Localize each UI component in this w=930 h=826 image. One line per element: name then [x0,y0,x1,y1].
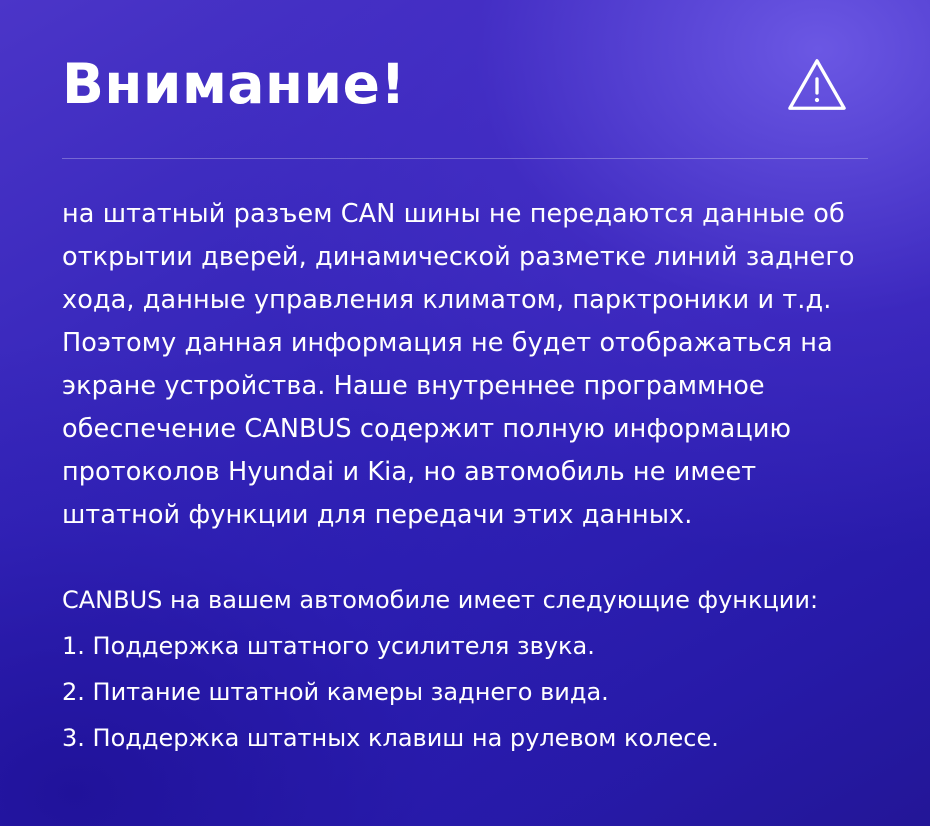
list-item: 1. Поддержка штатного усилителя звука. [62,632,595,660]
features-list [62,623,868,761]
poster-header [62,0,868,116]
body-paragraph: на штатный разъем CAN шины не передаются данные об открытии дверей, динамической разметке линий заднего хода, данные управления климатом, парктроники и т.д. Поэтому данная информация не будет отображаться на экране устройства. Наше внутреннее программное обеспечение CANBUS содержит полную информацию протоколов Hyundai и Kia, но автомобиль не имеет штатной функции для передачи этих данных. [62,199,855,530]
list-item: 3. Поддержка штатных клавиш на рулевом колесе. [62,724,719,752]
features-intro: CANBUS на вашем автомобиле имеет следующие функции: [62,586,819,614]
list-item: 2. Питание штатной камеры заднего вида. [62,678,609,706]
features-section [62,537,868,761]
page-title: Внимание! [62,52,406,117]
warning-triangle-icon [786,54,848,116]
